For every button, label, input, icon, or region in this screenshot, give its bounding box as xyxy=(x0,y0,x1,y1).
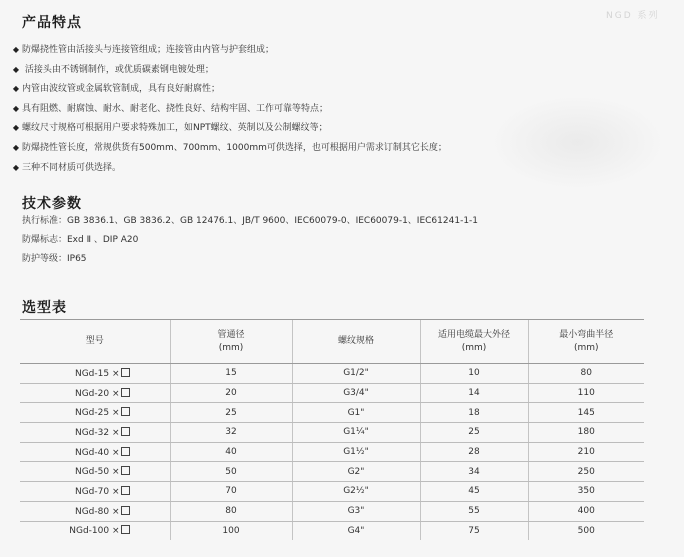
feature-item: ◆ 活接头由不锈钢制作，或优质碳素钢电镀处理； xyxy=(10,60,530,80)
table-row xyxy=(20,364,644,384)
cell-model: NGd-40 × xyxy=(20,442,170,462)
cell-bend: 210 xyxy=(528,442,644,462)
cell-bend: 145 xyxy=(528,403,644,423)
table-header-row xyxy=(20,320,644,364)
cell-bore: 50 xyxy=(170,462,292,482)
cell-model: NGd-32 × xyxy=(20,423,170,443)
material-code-box-icon xyxy=(121,407,130,416)
cell-cable: 34 xyxy=(420,462,528,482)
spec-protection-level: 防护等级：IP65 xyxy=(22,254,87,264)
cell-bore: 80 xyxy=(170,501,292,521)
feature-item: ◆ 三种不同材质可供选择。 xyxy=(10,158,530,178)
cell-bore: 25 xyxy=(170,403,292,423)
diamond-bullet-icon: ◆ xyxy=(12,123,20,133)
cell-model: NGd-15 × xyxy=(20,364,170,384)
cell-bend: 180 xyxy=(528,423,644,443)
cell-model: NGd-20 × xyxy=(20,383,170,403)
cell-model: NGd-50 × xyxy=(20,462,170,482)
header-bend-radius xyxy=(528,320,644,364)
table-row xyxy=(20,403,644,423)
material-code-box-icon xyxy=(121,525,130,534)
specs-list xyxy=(22,212,582,269)
selection-title: 选型表 xyxy=(22,300,67,316)
selection-table xyxy=(20,320,644,540)
cell-cable: 75 xyxy=(420,521,528,540)
features-title: 产品特点 xyxy=(22,15,82,31)
cell-thread: G1/2" xyxy=(292,364,420,384)
material-code-box-icon xyxy=(121,427,130,436)
cell-thread: G4" xyxy=(292,521,420,540)
cell-cable: 25 xyxy=(420,423,528,443)
cell-thread: G2" xyxy=(292,462,420,482)
table-row xyxy=(20,501,644,521)
diamond-bullet-icon: ◆ xyxy=(12,103,20,113)
header-label: 管通径 (mm) xyxy=(217,329,245,353)
table-row xyxy=(20,423,644,443)
diamond-bullet-icon: ◆ xyxy=(12,64,20,74)
cell-bend: 400 xyxy=(528,501,644,521)
diamond-bullet-icon: ◆ xyxy=(12,45,20,54)
cell-model: NGd-25 × xyxy=(20,403,170,423)
header-label: 最小弯曲半径 (mm) xyxy=(559,329,614,353)
table-row xyxy=(20,462,644,482)
cell-cable: 28 xyxy=(420,442,528,462)
material-code-box-icon xyxy=(121,368,130,377)
header-label: 适用电缆最大外径 (mm) xyxy=(437,329,510,353)
cell-model: NGd-100 × xyxy=(20,521,170,540)
feature-item: ◆ 螺纹尺寸规格可根据用户要求特殊加工，如NPT螺纹、英制以及公制螺纹等； xyxy=(10,118,530,138)
material-code-box-icon xyxy=(121,486,130,495)
table-row xyxy=(20,442,644,462)
header-label: 型号 xyxy=(85,336,104,346)
header-cable-diameter xyxy=(420,320,528,364)
features-list xyxy=(10,40,530,177)
cell-bore: 32 xyxy=(170,423,292,443)
cell-model: NGd-80 × xyxy=(20,501,170,521)
header-bore xyxy=(170,320,292,364)
table-row xyxy=(20,482,644,502)
cell-cable: 45 xyxy=(420,482,528,502)
cell-bend: 80 xyxy=(528,364,644,384)
material-code-box-icon xyxy=(121,388,130,397)
header-thread xyxy=(292,320,420,364)
table-row xyxy=(20,521,644,540)
cell-thread: G1" xyxy=(292,403,420,423)
spec-explosion-mark: 防爆标志：Exd Ⅱ 、DIP A20 xyxy=(22,235,139,245)
cell-thread: G1¼" xyxy=(292,423,420,443)
feature-item: ◆ 内管由波纹管或金属软管制成，具有良好耐腐性； xyxy=(10,79,530,99)
corner-watermark: NGD 系列 xyxy=(606,11,660,21)
specs-title: 技术参数 xyxy=(22,196,82,212)
table-row xyxy=(20,383,644,403)
feature-item: ◆ 具有阻燃、耐腐蚀、耐水、耐老化、挠性良好、结构牢固、工作可靠等特点； xyxy=(10,99,530,119)
cell-cable: 55 xyxy=(420,501,528,521)
cell-bore: 70 xyxy=(170,482,292,502)
header-model xyxy=(20,320,170,364)
diamond-bullet-icon: ◆ xyxy=(12,162,20,172)
feature-item: ◆ 防爆挠性管长度，常规供货有500mm、700mm、1000mm可供选择，也可根据用户需求订制其它长度； xyxy=(10,138,530,158)
cell-cable: 10 xyxy=(420,364,528,384)
material-code-box-icon xyxy=(121,447,130,456)
spec-standards: 执行标准：GB 3836.1、GB 3836.2、GB 12476.1、JB/T 9600、IEC60079-0、IEC60079-1、IEC61241-1-1 xyxy=(22,216,479,226)
cell-bore: 15 xyxy=(170,364,292,384)
cell-cable: 18 xyxy=(420,403,528,423)
cell-bend: 110 xyxy=(528,383,644,403)
diamond-bullet-icon: ◆ xyxy=(12,142,20,152)
cell-bend: 350 xyxy=(528,482,644,502)
cell-cable: 14 xyxy=(420,383,528,403)
cell-model: NGd-70 × xyxy=(20,482,170,502)
header-label: 螺纹规格 xyxy=(337,336,374,346)
cell-bore: 40 xyxy=(170,442,292,462)
cell-thread: G3/4" xyxy=(292,383,420,403)
cell-thread: G3" xyxy=(292,501,420,521)
cell-bend: 500 xyxy=(528,521,644,540)
feature-item: ◆ 防爆挠性管由活接头与连接管组成；连接管由内管与护套组成； xyxy=(10,40,530,60)
cell-thread: G1½" xyxy=(292,442,420,462)
cell-bend: 250 xyxy=(528,462,644,482)
cell-bore: 20 xyxy=(170,383,292,403)
material-code-box-icon xyxy=(121,506,130,515)
cell-bore: 100 xyxy=(170,521,292,540)
material-code-box-icon xyxy=(121,466,130,475)
diamond-bullet-icon: ◆ xyxy=(12,84,20,94)
cell-thread: G2½" xyxy=(292,482,420,502)
